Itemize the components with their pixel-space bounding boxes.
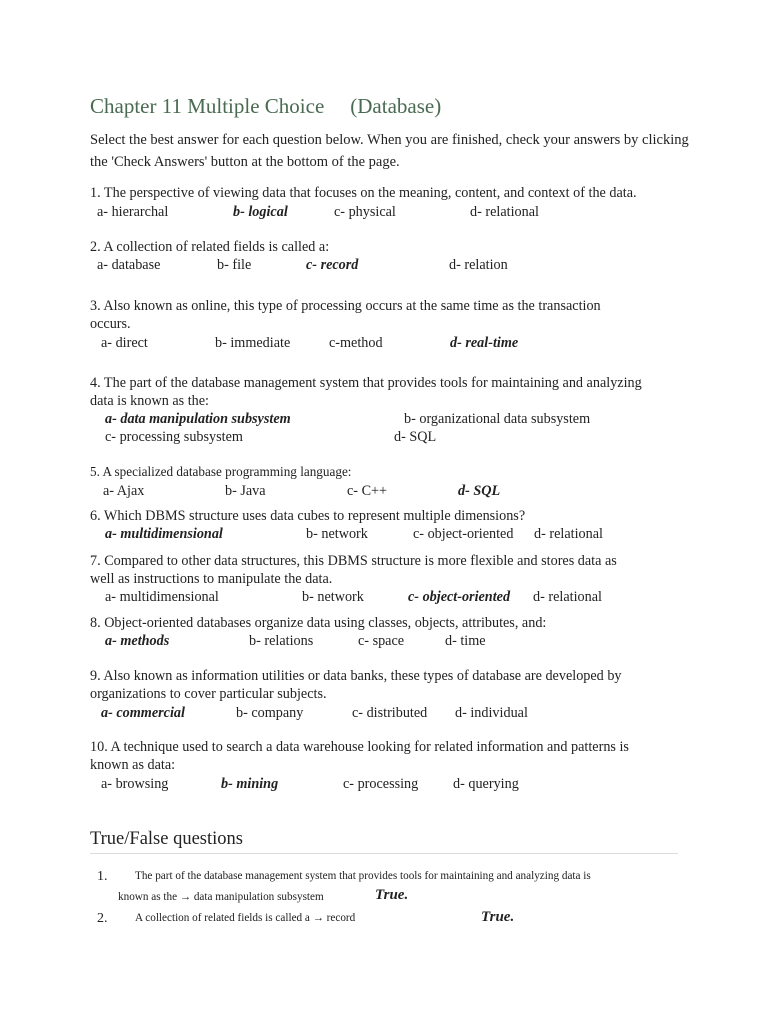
question-10-text-line1: 10. A technique used to search a data warehouse looking for related information and patterns is: [90, 739, 629, 755]
question-5-option-d[interactable]: d- SQL: [458, 483, 501, 499]
question-9-option-b[interactable]: b- company: [236, 705, 304, 721]
question-5-option-c[interactable]: c- C++: [347, 483, 388, 499]
question-9-text-line1: 9. Also known as information utilities or data banks, these types of database are developed by: [90, 668, 622, 684]
question-7-option-b[interactable]: b- network: [302, 589, 364, 605]
question-9-option-a[interactable]: a- commercial: [101, 705, 185, 721]
question-3-text-line1: 3. Also known as online, this type of processing occurs at the same time as the transaction: [90, 298, 601, 314]
question-4-text-line2: data is known as the:: [90, 393, 209, 409]
question-2-text: 2. A collection of related fields is called a:: [90, 239, 330, 255]
question-8-option-b[interactable]: b- relations: [249, 633, 314, 649]
question-8-text: 8. Object-oriented databases organize data using classes, objects, attributes, and:: [90, 615, 547, 631]
question-6-option-b[interactable]: b- network: [306, 526, 368, 542]
section-divider: [90, 853, 678, 854]
question-6-text: 6. Which DBMS structure uses data cubes to represent multiple dimensions?: [90, 508, 526, 524]
question-2-option-c[interactable]: c- record: [306, 257, 359, 273]
question-1-option-a[interactable]: a- hierarchal: [97, 204, 169, 220]
page-title-sub: (Database): [350, 94, 442, 118]
question-4-option-b[interactable]: b- organizational data subsystem: [404, 411, 591, 427]
question-7-text-line1: 7. Compared to other data structures, this DBMS structure is more flexible and stores data as: [90, 553, 617, 569]
question-3-option-b[interactable]: b- immediate: [215, 335, 291, 351]
question-6-option-a[interactable]: a- multidimensional: [105, 526, 223, 542]
tf-item-1-line1: The part of the database management system that provides tools for maintaining and analyzing data is: [135, 870, 591, 882]
question-8-option-d[interactable]: d- time: [445, 633, 486, 649]
tf-item-2-number: 2.: [97, 911, 108, 926]
question-7-option-c[interactable]: c- object-oriented: [408, 589, 511, 605]
question-7-text-line2: well as instructions to manipulate the data.: [90, 571, 333, 587]
question-9-option-c[interactable]: c- distributed: [352, 705, 428, 721]
question-8-option-a[interactable]: a- methods: [105, 633, 170, 649]
question-5-option-a[interactable]: a- Ajax: [103, 483, 145, 499]
question-7-option-a[interactable]: a- multidimensional: [105, 589, 219, 605]
question-4-option-d[interactable]: d- SQL: [394, 429, 437, 445]
question-10-option-a[interactable]: a- browsing: [101, 776, 169, 792]
question-7-option-d[interactable]: d- relational: [533, 589, 602, 605]
question-4-text-line1: 4. The part of the database management system that provides tools for maintaining and analyzing: [90, 375, 642, 391]
instructions-text: Select the best answer for each question below. When you are finished, check your answers by clicking the 'Check Answers' button at the bottom of the page.: [90, 132, 689, 170]
question-9-option-d[interactable]: d- individual: [455, 705, 528, 721]
question-9-text-line2: organizations to cover particular subjects.: [90, 686, 327, 702]
tf-item-2-answer: True.: [481, 909, 515, 925]
question-1-text: 1. The perspective of viewing data that focuses on the meaning, content, and context of the data.: [90, 185, 637, 201]
question-5-option-b[interactable]: b- Java: [225, 483, 266, 499]
question-2-option-a[interactable]: a- database: [97, 257, 161, 273]
question-3-option-c[interactable]: c-method: [329, 335, 383, 351]
question-3-text-line2: occurs.: [90, 316, 131, 332]
tf-item-2-line1: A collection of related fields is called a → record: [135, 912, 356, 924]
question-6-option-d[interactable]: d- relational: [534, 526, 603, 542]
question-2-option-d[interactable]: d- relation: [449, 257, 508, 273]
question-10-option-c[interactable]: c- processing: [343, 776, 419, 792]
question-2-option-b[interactable]: b- file: [217, 257, 252, 273]
question-6-option-c[interactable]: c- object-oriented: [413, 526, 514, 542]
tf-item-1-answer: True.: [375, 887, 409, 903]
question-10-option-d[interactable]: d- querying: [453, 776, 519, 792]
question-1-option-b[interactable]: b- logical: [233, 204, 288, 220]
question-1-option-d[interactable]: d- relational: [470, 204, 539, 220]
question-10-option-b[interactable]: b- mining: [221, 776, 279, 792]
question-10-text-line2: known as data:: [90, 757, 176, 773]
question-1-option-c[interactable]: c- physical: [334, 204, 396, 220]
question-4-option-c[interactable]: c- processing subsystem: [105, 429, 243, 445]
question-3-option-a[interactable]: a- direct: [101, 335, 148, 351]
question-3-option-d[interactable]: d- real-time: [450, 335, 519, 351]
page-title-main: Chapter 11 Multiple Choice: [90, 94, 325, 118]
question-5-text: 5. A specialized database programming language:: [90, 464, 352, 479]
tf-item-1-line2: known as the → data manipulation subsystem: [118, 891, 324, 903]
tf-item-1-number: 1.: [97, 869, 108, 884]
question-8-option-c[interactable]: c- space: [358, 633, 405, 649]
truefalse-heading: True/False questions: [90, 829, 243, 849]
page-title: [90, 94, 441, 119]
question-4-option-a[interactable]: a- data manipulation subsystem: [105, 411, 291, 427]
